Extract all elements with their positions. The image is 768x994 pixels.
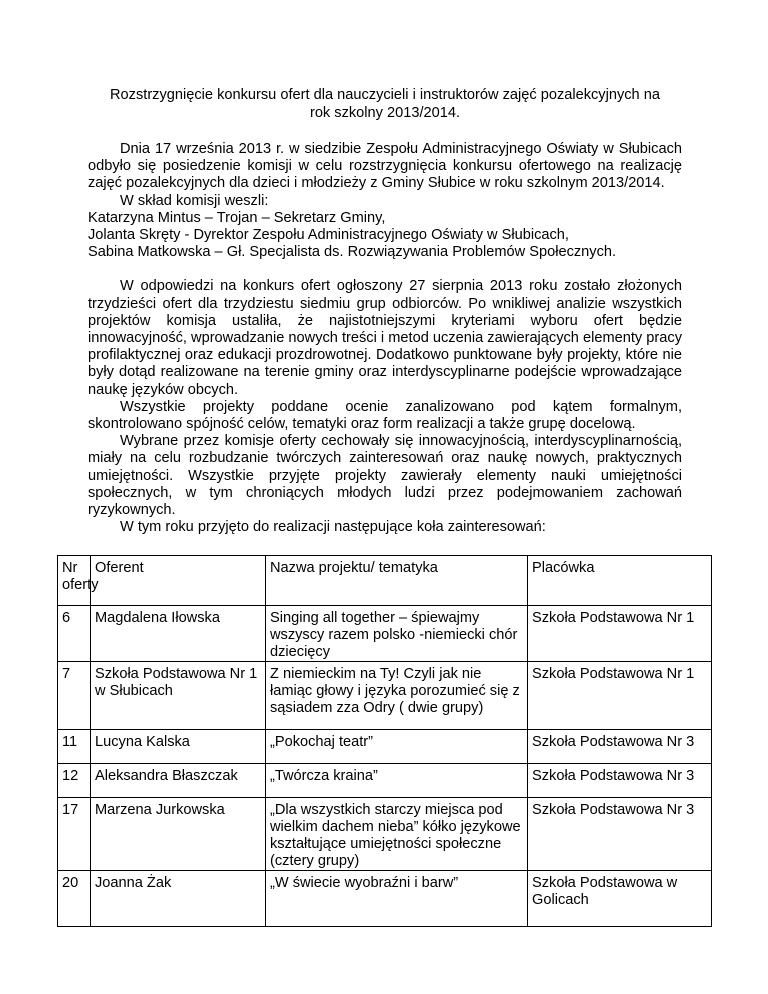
document-page bbox=[88, 0, 682, 536]
cell-projekt: Z niemieckim na Ty! Czyli jak nie łamiąc głowy i języka porozumieć się z sąsiadem zza Odry ( dwie grupy) bbox=[266, 662, 528, 730]
cell-placowka: Szkoła Podstawowa Nr 3 bbox=[528, 798, 712, 871]
table-row bbox=[58, 798, 712, 871]
table-row bbox=[58, 871, 712, 927]
title-line-2: rok szkolny 2013/2014. bbox=[309, 104, 461, 121]
cell-nr: 12 bbox=[58, 764, 91, 798]
accepted-intro-paragraph: W tym roku przyjęto do realizacji następujące koła zainteresowań: bbox=[120, 519, 546, 536]
cell-placowka: Szkoła Podstawowa Nr 3 bbox=[528, 764, 712, 798]
committee-member: Jolanta Skręty - Dyrektor Zespołu Administracyjnego Oświaty w Słubicach, bbox=[88, 227, 569, 244]
document-title bbox=[88, 87, 682, 122]
selected-offers-paragraph: Wybrane przez komisje oferty cechowały się innowacyjnością, interdyscyplinarnością, miały na celu rozbudzanie twórczych zainteresowań oraz naukę nowych, praktycznych umiejętności. Wszystkie przyjęte projekty zawierały elementy nauki umiejętności społecznych, w tym chroniących młodych ludzi przez podejmowaniem zachowań ryzykownych. bbox=[88, 433, 682, 519]
table-row bbox=[58, 764, 712, 798]
cell-projekt: „Dla wszystkich starczy miejsca pod wielkim dachem nieba” kółko językowe kształtujące umiejętności społeczne (cztery grupy) bbox=[266, 798, 528, 871]
cell-placowka: Szkoła Podstawowa Nr 1 bbox=[528, 662, 712, 730]
committee-member: Sabina Matkowska – Gł. Specjalista ds. Rozwiązywania Problemów Społecznych. bbox=[88, 244, 617, 261]
cell-nr: 6 bbox=[58, 606, 91, 662]
cell-nr: 11 bbox=[58, 730, 91, 764]
header-placowka: Placówka bbox=[528, 556, 712, 606]
cell-oferent: Lucyna Kalska bbox=[91, 730, 266, 764]
title-line-1: Rozstrzygnięcie konkursu ofert dla nauczycieli i instruktorów zajęć pozalekcyjnych na bbox=[110, 87, 660, 103]
table-header-row bbox=[58, 556, 712, 606]
formal-review-paragraph: Wszystkie projekty poddane ocenie zanalizowano pod kątem formalnym, skontrolowano spójność celów, tematyki oraz form realizacji a także grupę docelową. bbox=[88, 398, 682, 433]
cell-oferent: Marzena Jurkowska bbox=[91, 798, 266, 871]
cell-placowka: Szkoła Podstawowa Nr 1 bbox=[528, 606, 712, 662]
cell-oferent: Magdalena Iłowska bbox=[91, 606, 266, 662]
table-row bbox=[58, 730, 712, 764]
cell-placowka: Szkoła Podstawowa Nr 3 bbox=[528, 730, 712, 764]
cell-oferent: Aleksandra Błaszczak bbox=[91, 764, 266, 798]
cell-oferent: Szkoła Podstawowa Nr 1 w Słubicach bbox=[91, 662, 266, 730]
committee-heading: W skład komisji weszli: bbox=[120, 192, 269, 209]
cell-nr: 7 bbox=[58, 662, 91, 730]
intro-paragraph: Dnia 17 września 2013 r. w siedzibie Zespołu Administracyjnego Oświaty w Słubicach odbyło się posiedzenie komisji w celu rozstrzygnięcia konkursu ofertowego na realizację zajęć pozalekcyjnych dla dzieci i młodzieży z Gminy Słubice w roku szkolnym 2013/2014. bbox=[88, 141, 682, 192]
table-row bbox=[58, 606, 712, 662]
results-table bbox=[57, 555, 712, 927]
cell-projekt: Singing all together – śpiewajmy wszyscy razem polsko -niemiecki chór dziecięcy bbox=[266, 606, 528, 662]
analysis-paragraph: W odpowiedzi na konkurs ofert ogłoszony 27 sierpnia 2013 roku zostało złożonych trzydzieści ofert dla trzydziestu siedmiu grup odbiorców. Po wnikliwej analizie wszystkich projektów komisja ustaliła, że najistotniejszymi kryteriami wyboru ofert będzie innowacyjność, wprowadzanie nowych treści i metod uczenia zawierających elementy pracy profilaktycznej oraz edukacji prozdrowotnej. Dodatkowo punktowane były projekty, które nie były dotąd realizowane na terenie gminy oraz interdyscyplinarne podejście wprowadzające naukę języków obcych. bbox=[88, 278, 682, 398]
cell-projekt: „W świecie wyobraźni i barw” bbox=[266, 871, 528, 927]
cell-nr: 17 bbox=[58, 798, 91, 871]
cell-nr: 20 bbox=[58, 871, 91, 927]
table-row bbox=[58, 662, 712, 730]
cell-projekt: „Twórcza kraina” bbox=[266, 764, 528, 798]
header-nr: Nr oferty bbox=[58, 556, 91, 606]
committee-member: Katarzyna Mintus – Trojan – Sekretarz Gminy, bbox=[88, 209, 386, 226]
cell-projekt: „Pokochaj teatr” bbox=[266, 730, 528, 764]
header-oferent: Oferent bbox=[91, 556, 266, 606]
header-projekt: Nazwa projektu/ tematyka bbox=[266, 556, 528, 606]
cell-placowka: Szkoła Podstawowa w Golicach bbox=[528, 871, 712, 927]
cell-oferent: Joanna Żak bbox=[91, 871, 266, 927]
